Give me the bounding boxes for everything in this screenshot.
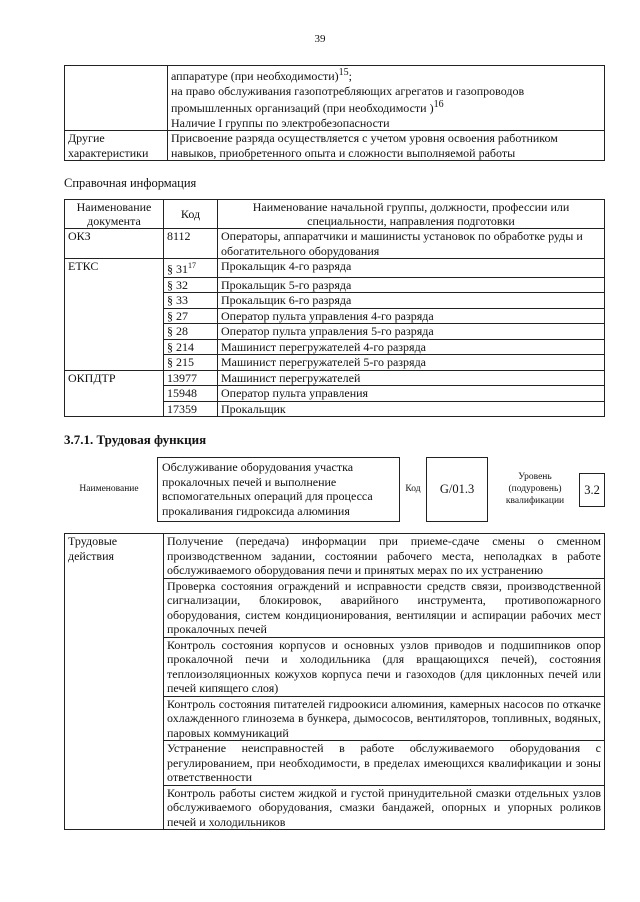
column-header: Наименование документа <box>65 200 164 229</box>
function-code: G/01.3 <box>426 457 488 522</box>
level-label: Уровень (подуровень) квалификации <box>505 472 565 506</box>
requirements-line: на право обслуживания газопотребляющих агрегатов и газопроводов <box>171 83 525 98</box>
code-text: 17359 <box>167 401 197 416</box>
table-row <box>65 339 605 355</box>
table-cell-empty <box>65 66 168 131</box>
page-number: 39 <box>314 33 326 45</box>
requirements-line-text: промышленных организаций (при необходимости ) <box>171 101 434 115</box>
requirements-line <box>171 66 601 84</box>
doc-cell: ЕТКС <box>65 259 164 278</box>
code-cell <box>164 229 218 259</box>
doc-cell <box>65 386 164 402</box>
code-text: § 214 <box>167 339 194 354</box>
doc-cell <box>65 277 164 293</box>
table-row <box>65 131 605 161</box>
name-label: Наименование <box>79 484 139 494</box>
name-cell: Операторы, аппаратчики и машинисты установок по обработке руды и обогатительного оборудования <box>218 229 605 259</box>
doc-cell <box>65 324 164 340</box>
doc-cell <box>65 339 164 355</box>
code-text: § 32 <box>167 277 188 292</box>
code-cell <box>164 277 218 293</box>
doc-cell <box>65 401 164 417</box>
table-row <box>65 259 605 278</box>
labor-action-item: Проверка состояния ограждений и исправности средств связи, производственной сигнализации, блокировок, аварийного инструмента, противопожарного оборудования, систем кондиционирования, вентиляции и аспирации рабочих мест прокалочных печей <box>164 578 605 637</box>
code-cell <box>164 259 218 278</box>
doc-cell: ОКПДТР <box>65 370 164 386</box>
labor-function-block <box>64 457 605 523</box>
code-cell <box>164 324 218 340</box>
doc-cell <box>65 308 164 324</box>
code-cell <box>164 355 218 371</box>
name-cell: Машинист перегружателей 5-го разряда <box>218 355 605 371</box>
doc-cell <box>65 293 164 309</box>
code-label: Код <box>405 484 421 494</box>
labor-action-item: Устранение неисправностей в работе обслуживаемого оборудования с регулированием, при необходимости, в пределах имеющихся квалификации и зоны ответственности <box>164 741 605 786</box>
name-cell: Прокальщик <box>218 401 605 417</box>
labor-action-item: Контроль работы систем жидкой и густой принудительной смазки отдельных узлов обслуживаемого оборудования, смазки бандажей, опорных и упорных роликов печей и холодильников <box>164 785 605 830</box>
doc-cell: ОКЗ <box>65 229 164 259</box>
labor-actions-table <box>64 533 605 830</box>
name-cell: Машинист перегружателей 4-го разряда <box>218 339 605 355</box>
table-row <box>65 277 605 293</box>
code-cell <box>164 339 218 355</box>
code-cell <box>164 308 218 324</box>
table-row <box>65 229 605 259</box>
name-cell: Машинист перегружателей <box>218 370 605 386</box>
name-cell: Оператор пульта управления 5-го разряда <box>218 324 605 340</box>
punctuation: ; <box>348 69 352 83</box>
requirements-line-text: аппаратуре (при необходимости) <box>171 69 339 83</box>
table-row <box>65 386 605 402</box>
code-text: 15948 <box>167 386 197 400</box>
code-text: § 27 <box>167 308 188 323</box>
reference-table-body <box>65 229 605 417</box>
table-row <box>65 401 605 417</box>
requirements-line <box>171 98 601 116</box>
code-cell <box>164 293 218 309</box>
footnote-ref: 16 <box>433 99 444 110</box>
labor-actions-body <box>65 534 605 830</box>
footnote-ref: 17 <box>188 261 196 270</box>
column-header: Код <box>164 200 218 229</box>
table-row <box>65 355 605 371</box>
code-cell <box>164 401 218 417</box>
name-cell: Оператор пульта управления 4-го разряда <box>218 308 605 324</box>
table-row <box>65 308 605 324</box>
qualification-table <box>64 65 605 161</box>
section-title: Справочная информация <box>64 176 197 190</box>
name-cell: Прокальщик 6-го разряда <box>218 293 605 309</box>
code-text: 8112 <box>167 229 191 243</box>
qualification-level: 3.2 <box>579 473 605 507</box>
name-cell: Оператор пульта управления <box>218 386 605 402</box>
code-text: § 215 <box>167 355 194 369</box>
table-row <box>65 534 605 579</box>
reference-table <box>64 199 605 417</box>
table-header-row <box>65 200 605 229</box>
table-row <box>65 66 605 131</box>
doc-cell <box>65 355 164 371</box>
labor-action-item: Контроль состояния корпусов и основных узлов приводов и подшипников опор прокалочной печи и холодильника (для вращающихся печей), состояния теплоизоляционных кожухов корпуса печи и газоходов (для циклонных печей или печей кипящего слоя) <box>164 637 605 696</box>
name-cell: Прокальщик 4-го разряда <box>218 259 605 278</box>
column-header: Наименование начальной группы, должности, профессии или специальности, направления подготовки <box>218 200 605 229</box>
footnote-ref: 15 <box>338 67 349 78</box>
name-cell: Прокальщик 5-го разряда <box>218 277 605 293</box>
requirements-line: Наличие I группы по электробезопасности <box>171 115 390 130</box>
code-cell <box>164 386 218 402</box>
table-row <box>65 324 605 340</box>
labor-function-title: 3.7.1. Трудовая функция <box>64 432 207 447</box>
table-row <box>65 293 605 309</box>
code-text: 13977 <box>167 370 197 385</box>
row-label: Трудовые действия <box>65 534 164 830</box>
row-value: Присвоение разряда осуществляется с учетом уровня освоения работником навыков, приобретенного опыта и сложности выполняемой работы <box>168 131 605 161</box>
code-cell <box>164 370 218 386</box>
labor-action-item: Получение (передача) информации при приеме-сдаче смены о сменном производственном задании, состоянии рабочего места, неполадках в работе обслуживаемого оборудования печи и принятых мерах по их устранению <box>164 534 605 579</box>
code-text: § 28 <box>167 324 188 338</box>
function-name: Обслуживание оборудования участка прокалочных печей и выполнение вспомогательных операций для процесса прокаливания гидроксида алюминия <box>157 457 400 522</box>
row-label: Другие характеристики <box>65 131 168 161</box>
code-text: § 31 <box>167 262 188 276</box>
labor-action-item: Контроль состояния питателей гидроокиси алюминия, камерных насосов по откачке охлажденного глинозема в бункера, дымососов, вентиляторов, топливных, водяных, паровых коммуникаций <box>164 696 605 741</box>
table-row <box>65 370 605 386</box>
code-text: § 33 <box>167 293 188 307</box>
requirements-cell <box>168 66 605 131</box>
